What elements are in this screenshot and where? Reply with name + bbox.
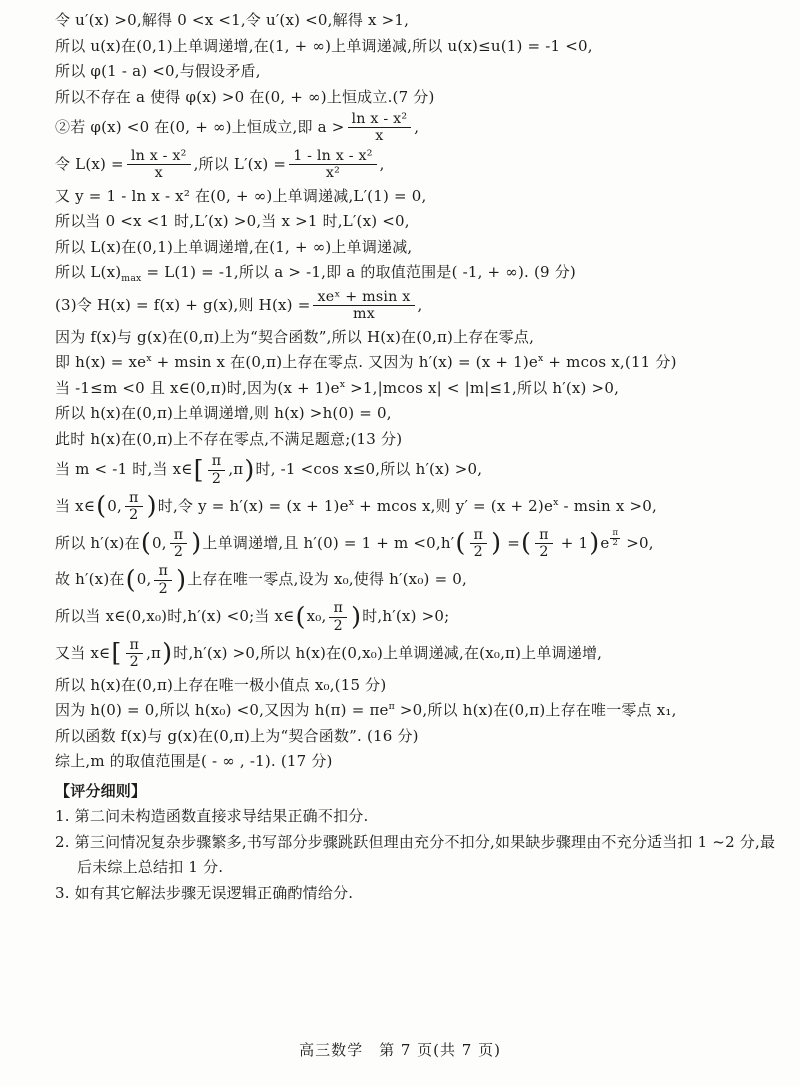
- text-segment: 因为 h(0) = 0,所以 h(x₀) <0,又因为 h(π) = πe: [55, 701, 389, 720]
- rubric-item-2-cont: [55, 856, 772, 879]
- superscript: x: [146, 353, 152, 365]
- rubric-item-2: [55, 831, 776, 854]
- text-segment: ,: [414, 117, 420, 136]
- page-footer-label: 高三数学 第 7 页(共 7 页): [299, 1041, 501, 1059]
- big-delimiter: (: [96, 491, 107, 522]
- text-segment: 因为 f(x)与 g(x)在(0,π)上为“契合函数”,所以 H(x)在(0,π)上存在零点,: [55, 327, 535, 346]
- solution-line-23: [55, 674, 772, 697]
- solution-line-5: [55, 111, 772, 145]
- text-segment: 所以 u(x)在(0,1)上单调递增,在(1, + ∞)上单调递减,所以 u(x)≤u(1) = -1 <0,: [55, 36, 593, 55]
- fraction-numerator: π: [470, 527, 488, 544]
- fraction-denominator: 2: [129, 654, 139, 671]
- fraction: [313, 289, 414, 323]
- rubric-item-3: [55, 882, 772, 905]
- big-delimiter: ): [176, 564, 187, 595]
- fraction-denominator: 2: [211, 470, 222, 487]
- rubric-heading: [55, 780, 772, 803]
- text-segment: 令 u′(x) >0,解得 0 <x <1,令 u′(x) <0,解得 x >1,: [55, 11, 410, 29]
- big-delimiter: [: [193, 454, 204, 485]
- text-segment: 上单调递增,且 h′(0) = 1 + m <0,h′: [202, 533, 455, 552]
- subscript: max: [121, 273, 142, 284]
- text-segment: + mcos x,(11 分): [543, 353, 677, 372]
- text-segment: ,: [417, 295, 423, 314]
- text-segment: 当 m < -1 时,当 x∈: [55, 460, 193, 479]
- solution-line-20: [55, 563, 772, 597]
- text-segment: 当 x∈: [55, 496, 96, 515]
- text-segment: 0,: [136, 570, 152, 589]
- big-delimiter: ): [491, 528, 502, 559]
- superscript: x: [348, 496, 355, 508]
- text-segment: e: [600, 533, 610, 552]
- text-segment: 后未综上总结扣 1 分.: [77, 858, 224, 877]
- fraction-denominator: x²: [325, 165, 340, 182]
- solution-line-1: [55, 9, 772, 32]
- text-segment: 3. 如有其它解法步骤无误逻辑正确酌情给分.: [55, 883, 354, 902]
- fraction-denominator: 2: [333, 617, 343, 634]
- solution-line-18: [55, 490, 772, 524]
- fraction-numerator: π: [329, 600, 347, 617]
- solution-line-11: [55, 289, 772, 323]
- superscript: x: [537, 353, 544, 365]
- big-delimiter: ): [351, 601, 362, 632]
- text-segment: ,π: [146, 643, 162, 662]
- fraction-numerator: π: [125, 490, 143, 507]
- text-segment: 令 L(x) =: [55, 154, 124, 173]
- text-segment: 所以 L(x)在(0,1)上单调递增,在(1, + ∞)上单调递减,: [55, 237, 413, 256]
- solution-line-25: [55, 725, 772, 748]
- fraction-denominator: 2: [173, 544, 184, 561]
- fraction-numerator: 1 - ln x - x²: [289, 148, 376, 165]
- text-segment: x₀,: [306, 607, 327, 626]
- text-segment: ,: [379, 154, 385, 173]
- text-segment: ②若 φ(x) <0 在(0, + ∞)上恒成立,即 a >: [55, 117, 345, 136]
- text-segment: 1. 第二问未构造函数直接求导结果正确不扣分.: [55, 807, 369, 826]
- text-segment: + 1: [555, 533, 589, 552]
- big-delimiter: (: [521, 528, 532, 559]
- text-segment: 当 -1≤m <0 且 x∈(0,π)时,因为(x + 1)e: [55, 378, 340, 397]
- text-segment: >0,所以 h(x)在(0,π)上存在唯一零点 x₁,: [394, 701, 677, 720]
- fraction-numerator: π: [170, 527, 188, 544]
- big-delimiter: (: [295, 601, 306, 632]
- fraction-denominator: 2: [539, 544, 549, 561]
- big-delimiter: (: [140, 528, 151, 559]
- solution-line-14: [55, 377, 772, 400]
- rubric-item-1: [55, 805, 772, 828]
- big-delimiter: ): [146, 491, 157, 522]
- solution-line-17: [55, 453, 772, 487]
- text-segment: 所以当 0 <x <1 时,L′(x) >0,当 x >1 时,L′(x) <0,: [55, 212, 410, 230]
- fraction-numerator: ln x - x²: [348, 111, 412, 128]
- solution-line-4: [55, 86, 772, 109]
- text-segment: 综上,m 的取值范围是( - ∞ , -1). (17 分): [55, 752, 333, 771]
- fraction-numerator: xeˣ + msin x: [313, 289, 414, 306]
- text-segment: 上存在唯一零点,设为 x₀,使得 h′(x₀) = 0,: [187, 570, 468, 589]
- fraction-denominator: 2: [612, 537, 619, 548]
- fraction: [208, 453, 226, 487]
- fraction-numerator: π: [535, 527, 553, 544]
- fraction-denominator: mx: [353, 306, 375, 323]
- solution-line-16: [55, 428, 772, 451]
- fraction: [154, 563, 172, 597]
- big-delimiter: ): [589, 528, 600, 559]
- fraction-denominator: 2: [129, 507, 139, 524]
- fraction-numerator: π: [126, 637, 144, 654]
- solution-line-6: [55, 148, 772, 182]
- text-segment: 0,: [107, 496, 123, 515]
- text-segment: 故 h′(x)在: [55, 570, 125, 589]
- text-segment: 所以不存在 a 使得 φ(x) >0 在(0, + ∞)上恒成立.(7 分): [55, 87, 435, 106]
- fraction-denominator: 2: [158, 580, 168, 597]
- fraction-denominator: x: [154, 165, 163, 182]
- text-segment: = L(1) = -1,所以 a > -1,即 a 的取值范围是( -1, + ∞). (9 分): [141, 263, 576, 281]
- text-segment: ,π: [228, 460, 244, 479]
- fraction: [170, 527, 188, 561]
- page-footer: [0, 1039, 800, 1060]
- text-segment: 时,h′(x) >0,所以 h(x)在(0,x₀)上单调递减,在(x₀,π)上单调递增,: [173, 643, 603, 662]
- fraction-numerator: π: [612, 527, 619, 538]
- text-segment: 所以 h(x)在(0,π)上单调递增,则 h(x) >h(0) = 0,: [55, 404, 392, 423]
- solution-line-15: [55, 402, 772, 425]
- solution-line-24: [55, 699, 772, 722]
- solution-line-19: [55, 527, 772, 561]
- superscript-fraction: [609, 527, 621, 548]
- text-segment: =: [502, 533, 521, 552]
- superscript: x: [553, 496, 559, 508]
- superscript: π: [388, 701, 395, 713]
- fraction-numerator: π: [208, 453, 226, 470]
- solution-line-12: [55, 326, 772, 349]
- big-delimiter: ): [244, 454, 255, 485]
- text-segment: 所以 h′(x)在: [55, 533, 140, 552]
- text-segment: 所以 φ(1 - a) <0,与假设矛盾,: [55, 62, 261, 80]
- fraction-denominator: x: [375, 128, 384, 145]
- fraction-denominator: 2: [473, 544, 483, 561]
- solution-line-10: [55, 261, 772, 286]
- fraction: [289, 148, 376, 182]
- solution-line-2: [55, 35, 772, 58]
- solution-line-22: [55, 637, 772, 671]
- text-segment: 所以函数 f(x)与 g(x)在(0,π)上为“契合函数”. (16 分): [55, 726, 419, 745]
- superscript: x: [339, 378, 346, 390]
- fraction-numerator: π: [154, 563, 172, 580]
- text-segment: 2. 第三问情况复杂步骤繁多,书写部分步骤跳跃但理由充分不扣分,如果缺步骤理由不充分适当扣 1 ~2 分,最: [55, 832, 776, 851]
- fraction-numerator: ln x - x²: [127, 148, 191, 165]
- text-segment: 又当 x∈: [55, 643, 111, 662]
- fraction: [125, 490, 143, 524]
- text-segment: 时, -1 <cos x≤0,所以 h′(x) >0,: [255, 460, 483, 479]
- solution-line-21: [55, 600, 772, 634]
- solution-line-8: [55, 210, 772, 233]
- text-segment: >1,|mcos x| < |m|≤1,所以 h′(x) >0,: [345, 378, 620, 397]
- text-segment: + mcos x,则 y′ = (x + 2)e: [354, 496, 554, 515]
- solution-line-9: [55, 236, 772, 259]
- solution-line-3: [55, 60, 772, 83]
- big-delimiter: (: [125, 564, 136, 595]
- text-segment: 【评分细则】: [55, 781, 147, 800]
- text-segment: - msin x >0,: [558, 496, 657, 515]
- fraction: [126, 637, 144, 671]
- text-segment: 所以 h(x)在(0,π)上存在唯一极小值点 x₀,(15 分): [55, 675, 387, 694]
- big-delimiter: ): [162, 638, 173, 669]
- fraction: [329, 600, 347, 634]
- solution-line-7: [55, 185, 772, 208]
- big-delimiter: ): [191, 528, 202, 559]
- text-segment: ,所以 L′(x) =: [193, 154, 287, 173]
- text-segment: (3)令 H(x) = f(x) + g(x),则 H(x) =: [55, 295, 311, 314]
- text-segment: 此时 h(x)在(0,π)上不存在零点,不满足题意;(13 分): [55, 429, 403, 448]
- fraction: [535, 527, 553, 561]
- fraction: [127, 148, 191, 182]
- solution-line-26: [55, 750, 772, 773]
- text-segment: 时,h′(x) >0;: [362, 607, 450, 626]
- solution-line-13: [55, 351, 772, 374]
- fraction: [610, 529, 620, 549]
- text-segment: 所以当 x∈(0,x₀)时,h′(x) <0;当 x∈: [55, 607, 295, 626]
- fraction: [470, 527, 488, 561]
- solution-text: [55, 6, 776, 907]
- text-segment: 0,: [151, 533, 167, 552]
- text-segment: >0,: [621, 533, 654, 552]
- text-segment: 所以 L(x): [55, 263, 122, 281]
- fraction: [348, 111, 412, 145]
- text-segment: 时,令 y = h′(x) = (x + 1)e: [157, 496, 349, 515]
- text-segment: + msin x 在(0,π)上存在零点. 又因为 h′(x) = (x + 1)e: [151, 353, 538, 372]
- text-segment: 即 h(x) = xe: [55, 353, 147, 372]
- text-segment: 又 y = 1 - ln x - x² 在(0, + ∞)上单调递减,L′(1) = 0,: [55, 186, 427, 205]
- big-delimiter: [: [111, 638, 122, 669]
- big-delimiter: (: [455, 528, 466, 559]
